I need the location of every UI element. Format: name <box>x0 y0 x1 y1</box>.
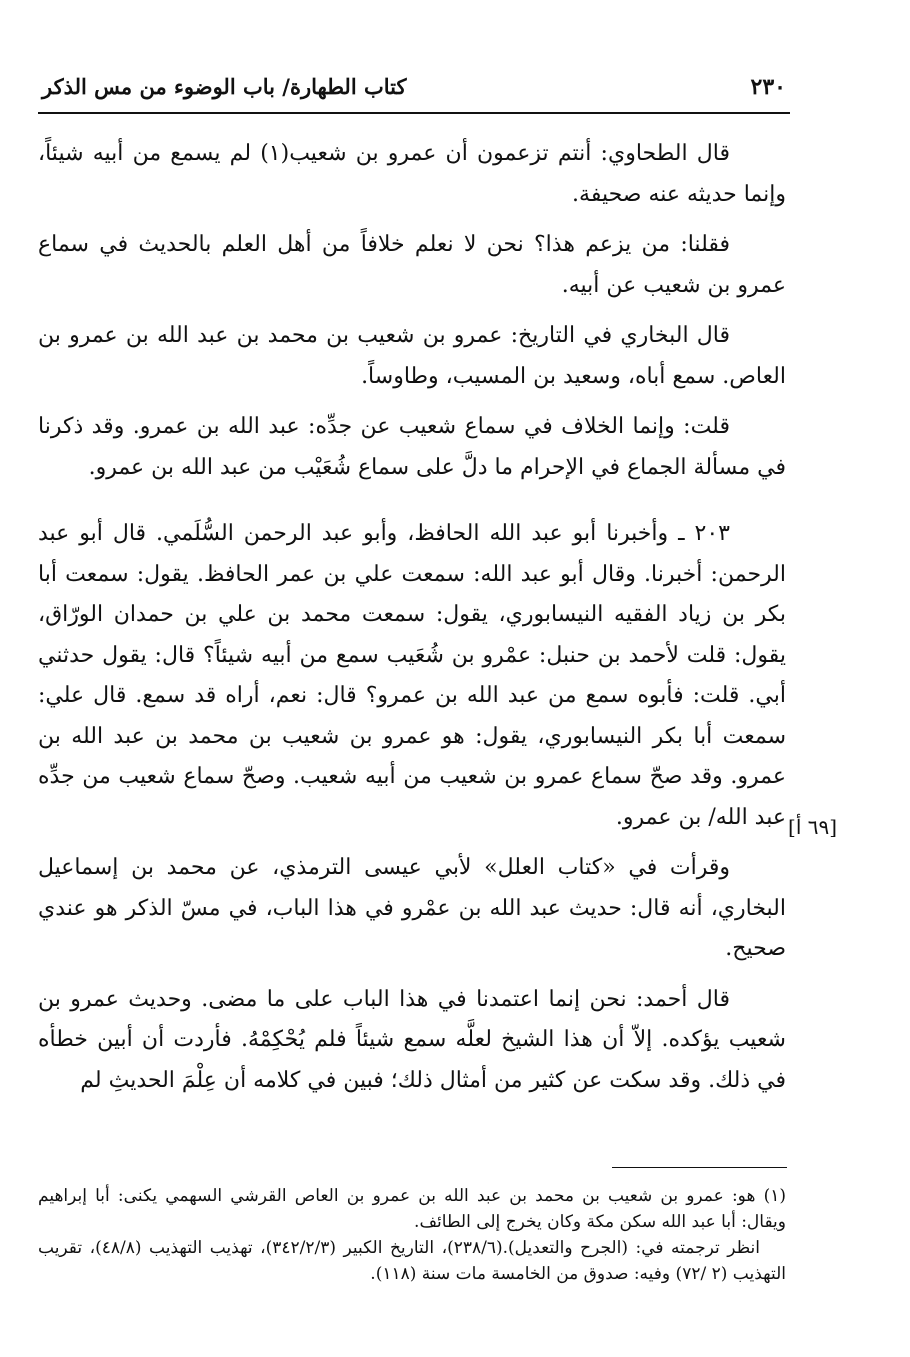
page-header <box>38 72 790 114</box>
footnote-divider <box>612 1167 787 1168</box>
paragraph: وقرأت في «كتاب العلل» لأبي عيسى الترمذي، عن محمد بن إسماعيل البخاري، أنه قال: حديث عبد الله بن عمْرو في هذا الباب، في مسّ الذكر هو عندي صحيح. <box>38 855 786 961</box>
running-title: كتاب الطهارة/ باب الوضوء من مس الذكر <box>42 74 407 99</box>
manuscript-folio-ref: [٦٩ أ] <box>788 815 838 839</box>
footnotes <box>38 1183 786 1287</box>
paragraph: قال البخاري في التاريخ: عمرو بن شعيب بن محمد بن عبد الله بن عمرو بن العاص. سمع أباه، وسعيد بن المسيب، وطاوساً. <box>38 323 786 389</box>
paragraph: قال الطحاوي: أنتم تزعمون أن عمرو بن شعيب(١) لم يسمع من أبيه شيئاً، وإنما حديثه عنه صحيفة. <box>38 141 786 207</box>
footnote: (١) هو: عمرو بن شعيب بن محمد بن عبد الله بن عمرو بن العاص القرشي السهمي يكنى: أبا إبراهيم ويقال: أبا عبد الله سكن مكة وكان يخرج إلى الطائف. <box>38 1186 786 1232</box>
page-number: ٢٣٠ <box>750 74 786 100</box>
paragraph: قلت: وإنما الخلاف في سماع شعيب عن جدِّه: عبد الله بن عمرو. وقد ذكرنا في مسألة الجماع في الإحرام ما دلَّ على سماع شُعَيْب من عبد الله بن عمرو. <box>38 414 786 480</box>
paragraph: فقلنا: من يزعم هذا؟ نحن لا نعلم خلافاً من أهل العلم بالحديث في سماع عمرو بن شعيب عن أبيه. <box>38 232 786 298</box>
main-text <box>38 134 786 1111</box>
footnote-continuation: انظر ترجمته في: (الجرح والتعديل).(٢٣٨/٦)، التاريخ الكبير (٣٤٢/٢/٣)، تهذيب التهذيب (٤٨/٨)، تقريب التهذيب (٢ /٧٢) وفيه: صدوق من الخامسة مات سنة (١١٨). <box>38 1238 786 1284</box>
paragraph: قال أحمد: نحن إنما اعتمدنا في هذا الباب على ما مضى. وحديث عمرو بن شعيب يؤكده. إلاّ أن هذا الشيخ لعلَّه سمع شيئاً فلم يُحْكِمْهُ. فأردت أن أبين خطأه في ذلك. وقد سكت عن كثير من أمثال ذلك؛ فبين في كلامه أن عِلْمَ الحديثِ لم <box>38 986 786 1093</box>
hadith-203: ٢٠٣ ـ وأخبرنا أبو عبد الله الحافظ، وأبو عبد الرحمن السُّلَمي. قال أبو عبد الرحمن: أخبرنا. وقال أبو عبد الله: سمعت علي بن عمر الحافظ. يقول: سمعت أبا بكر بن زياد الفقيه النيسابوري، يقول: سمعت محمد بن علي بن حمدان الورّاق، يقول: قلت لأحمد بن حنبل: عمْرو بن شُعَيب سمع من أبيه شيئاً؟ قال: يقول حدثني أبي. قلت: فأبوه سمع من عبد الله بن عمرو؟ قال: نعم، أراه قد سمع. قال علي: سمعت أبا بكر النيسابوري، يقول: هو عمرو بن شعيب بن محمد بن عبد الله بن عمرو. وقد صحّ سماع عمرو بن شعيب من أبيه شعيب. وصحّ سماع شعيب من جدِّه عبد الله/ بن عمرو. <box>38 521 786 830</box>
